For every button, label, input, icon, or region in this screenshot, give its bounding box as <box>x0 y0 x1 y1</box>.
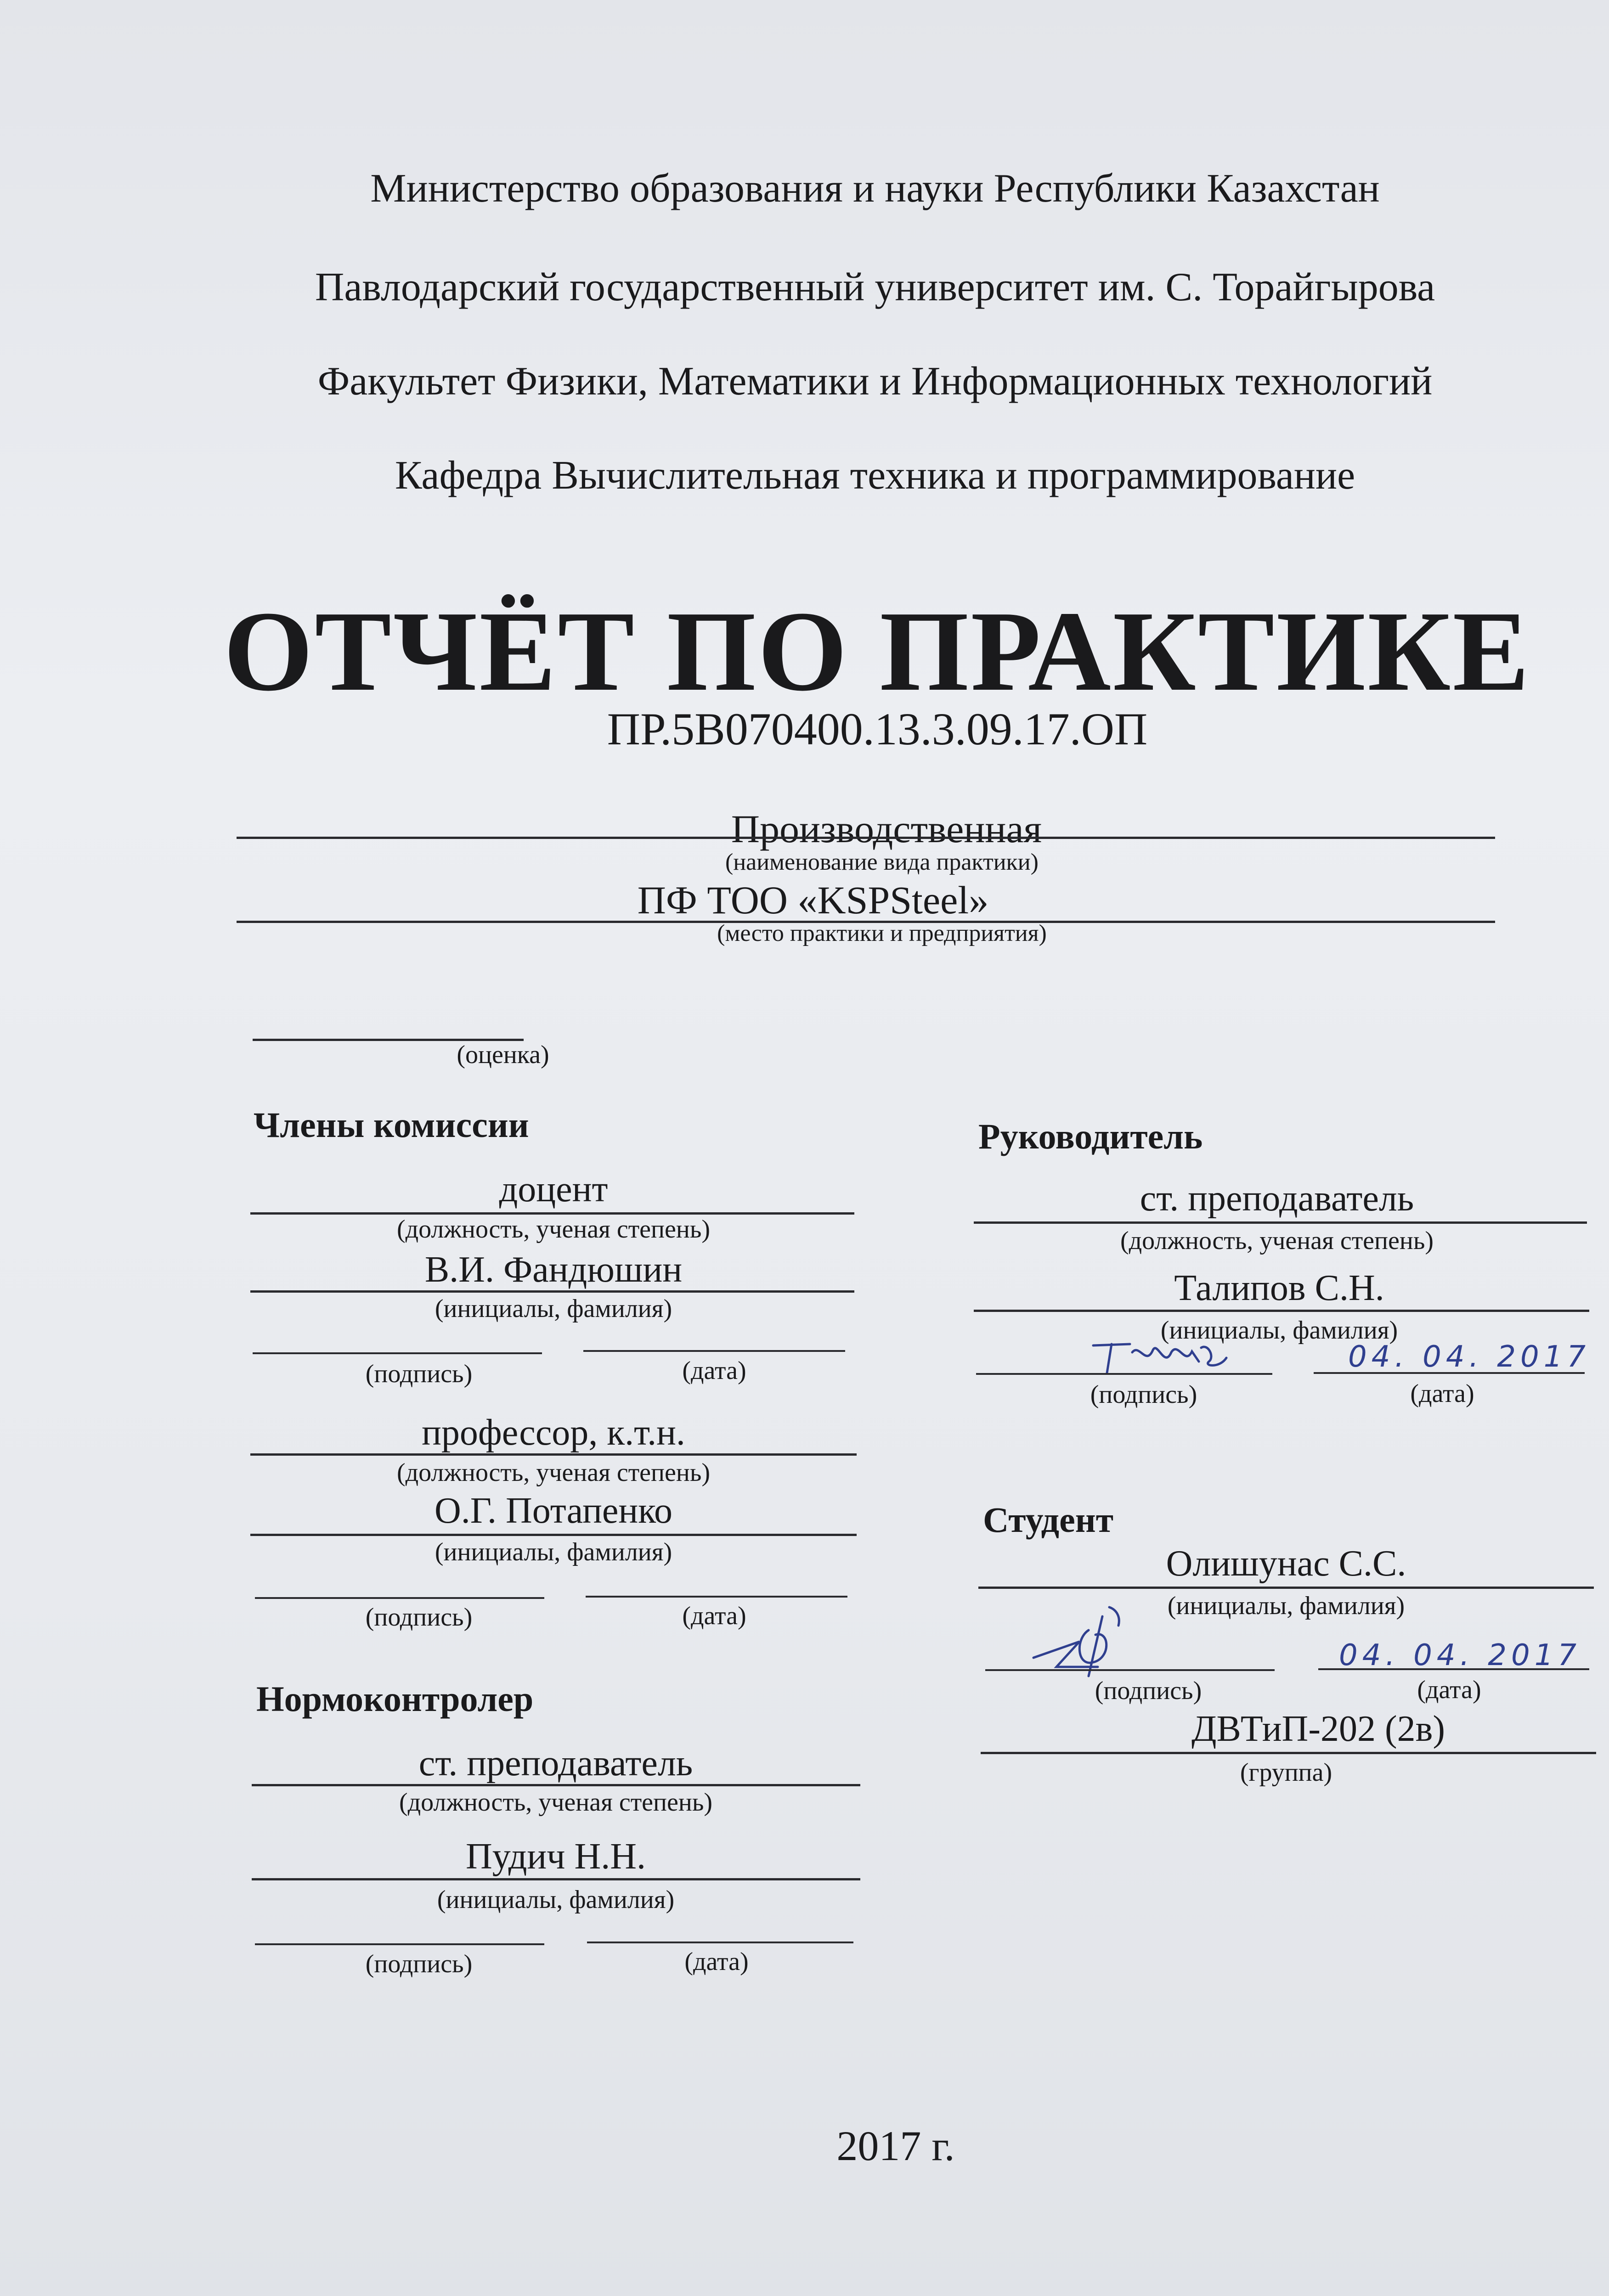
supervisor-name-caption: (инициалы, фамилия) <box>1160 1316 1398 1345</box>
norm-controller-date-line <box>587 1941 853 1943</box>
student-date-line <box>1318 1668 1589 1670</box>
member1-signature-line <box>253 1352 542 1354</box>
student-name-line <box>978 1587 1594 1589</box>
supervisor-date-line <box>1314 1372 1585 1374</box>
university-line: Павлодарский государственный университет им. С. Торайгырова <box>315 265 1435 310</box>
member1-position-caption: (должность, ученая степень) <box>396 1215 711 1244</box>
practice-type-line <box>237 837 1495 839</box>
member2-date-line <box>586 1596 847 1598</box>
supervisor-signature-line <box>976 1373 1272 1375</box>
student-signature-caption: (подпись) <box>1095 1677 1202 1705</box>
grade-caption: (оценка) <box>457 1041 549 1069</box>
supervisor-date-caption: (дата) <box>1410 1379 1474 1408</box>
member1-date-line <box>583 1350 845 1352</box>
norm-controller-signature-line <box>255 1943 544 1945</box>
student-date-handwritten: 04. 04. 2017 <box>1339 1638 1581 1672</box>
member2-name-line <box>250 1534 857 1536</box>
member1-position: доцент <box>499 1169 608 1210</box>
commission-label: Члены комиссии <box>254 1105 529 1145</box>
norm-controller-signature-caption: (подпись) <box>365 1950 473 1978</box>
member2-signature-caption: (подпись) <box>365 1603 473 1632</box>
member2-signature-line <box>255 1597 544 1599</box>
member2-name: О.Г. Потапенко <box>434 1491 673 1531</box>
member2-date-caption: (дата) <box>682 1602 746 1630</box>
practice-type-caption: (наименование вида практики) <box>725 849 1039 875</box>
norm-controller-label: Нормоконтролер <box>256 1679 534 1719</box>
norm-controller-name-line <box>252 1878 860 1880</box>
student-group-line <box>981 1752 1596 1754</box>
member2-position-caption: (должность, ученая степень) <box>396 1458 711 1487</box>
student-signature-scribble <box>1029 1598 1185 1681</box>
supervisor-position-line <box>974 1221 1587 1224</box>
student-group: ДВТиП-202 (2в) <box>1191 1709 1445 1749</box>
supervisor-label: Руководитель <box>978 1116 1203 1156</box>
member1-name-line <box>250 1290 854 1293</box>
ministry-line: Министерство образования и науки Республики Казахстан <box>370 166 1380 211</box>
student-group-caption: (группа) <box>1240 1758 1332 1787</box>
student-date-caption: (дата) <box>1417 1676 1481 1704</box>
norm-controller-name: Пудич Н.Н. <box>465 1836 646 1877</box>
practice-place-value: ПФ ТОО «KSPSteel» <box>637 878 989 922</box>
norm-controller-position: ст. преподаватель <box>418 1743 693 1784</box>
supervisor-position: ст. преподаватель <box>1140 1178 1414 1219</box>
member1-signature-caption: (подпись) <box>365 1360 473 1388</box>
norm-controller-date-caption: (дата) <box>684 1947 749 1976</box>
member1-date-caption: (дата) <box>682 1356 746 1385</box>
supervisor-name-line <box>974 1310 1589 1312</box>
member1-name-caption: (инициалы, фамилия) <box>435 1294 672 1323</box>
report-title: ОТЧЁТ ПО ПРАКТИКЕ <box>223 588 1531 715</box>
member2-name-caption: (инициалы, фамилия) <box>435 1538 672 1566</box>
member2-position-line <box>250 1453 857 1456</box>
report-year: 2017 г. <box>836 2122 955 2169</box>
norm-controller-name-caption: (инициалы, фамилия) <box>437 1885 675 1914</box>
student-signature-line <box>985 1669 1275 1671</box>
member2-position: профессор, к.т.н. <box>422 1412 685 1453</box>
department-line: Кафедра Вычислительная техника и программирование <box>395 453 1355 498</box>
student-name: Олишунас С.С. <box>1166 1543 1406 1584</box>
supervisor-signature-caption: (подпись) <box>1090 1380 1197 1409</box>
practice-type-value: Производственная <box>731 807 1042 851</box>
student-label: Студент <box>983 1500 1114 1540</box>
norm-controller-position-caption: (должность, ученая степень) <box>399 1788 713 1817</box>
supervisor-name: Талипов С.Н. <box>1174 1268 1384 1308</box>
faculty-line: Факультет Физики, Математики и Информационных технологий <box>317 359 1433 404</box>
norm-controller-position-line <box>252 1784 860 1786</box>
supervisor-date-handwritten: 04. 04. 2017 <box>1348 1340 1591 1374</box>
report-code: ПР.5В070400.13.3.09.17.ОП <box>607 703 1148 754</box>
student-name-caption: (инициалы, фамилия) <box>1167 1592 1405 1620</box>
supervisor-position-caption: (должность, ученая степень) <box>1120 1227 1434 1255</box>
member1-name: В.И. Фандюшин <box>424 1249 683 1290</box>
practice-place-caption: (место практики и предприятия) <box>717 920 1047 946</box>
